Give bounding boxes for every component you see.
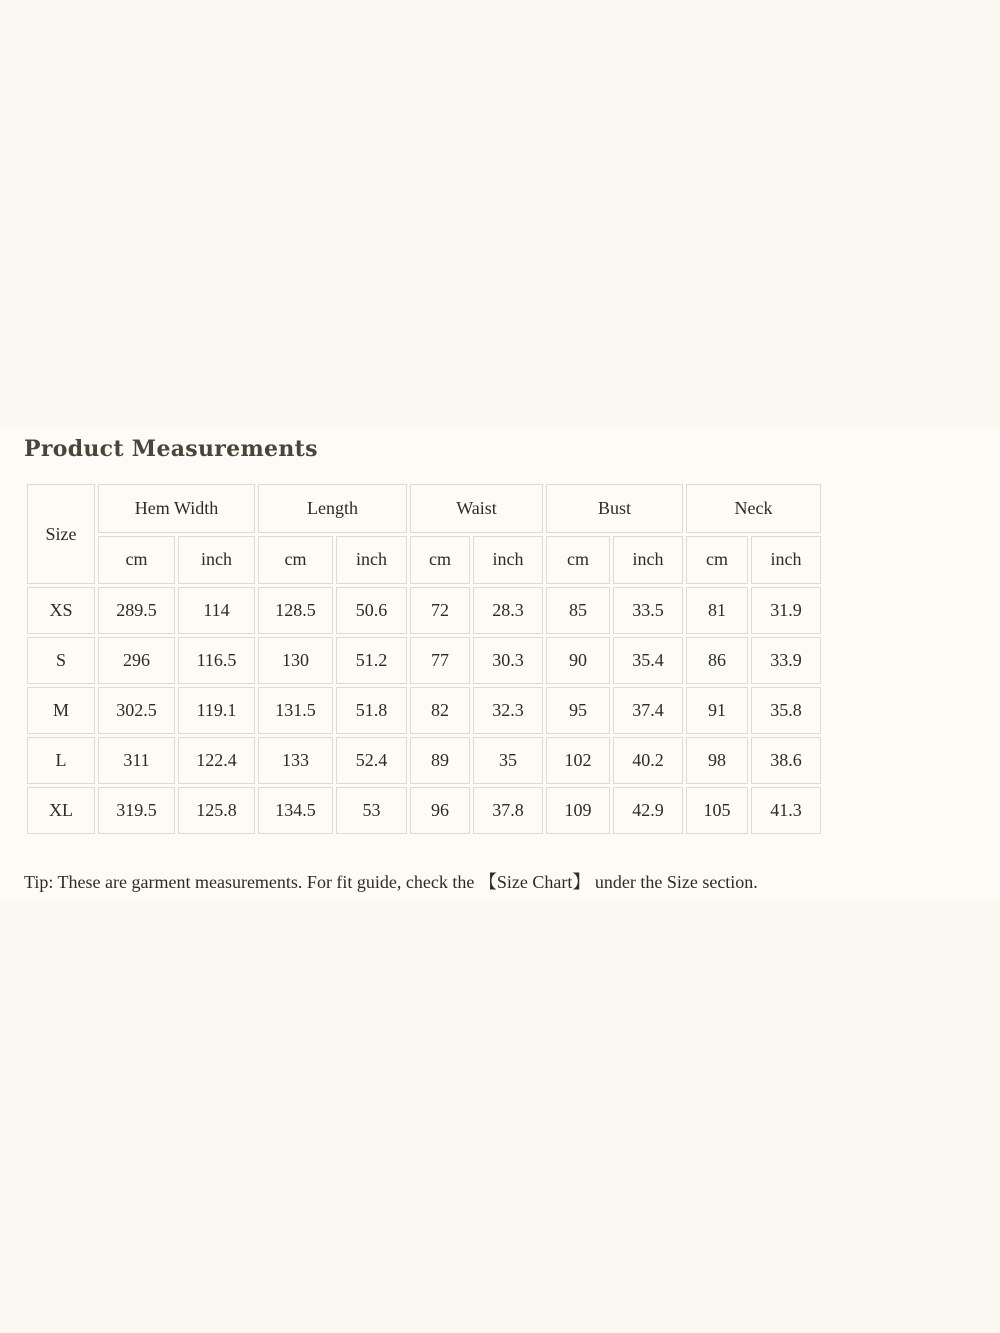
size-cell: L — [27, 737, 95, 784]
measurement-cell: 128.5 — [258, 587, 333, 634]
measurement-cell: 89 — [410, 737, 470, 784]
measurement-cell: 38.6 — [751, 737, 821, 784]
measurement-cell: 81 — [686, 587, 748, 634]
measurement-cell: 41.3 — [751, 787, 821, 834]
table-row — [27, 787, 821, 834]
table-row — [27, 637, 821, 684]
page-title: Product Measurements — [24, 436, 318, 462]
measurement-cell: 33.5 — [613, 587, 683, 634]
group-header-neck: Neck — [686, 484, 821, 533]
measurement-cell: 311 — [98, 737, 175, 784]
header-row-units — [27, 536, 821, 585]
measurement-cell: 90 — [546, 637, 610, 684]
measurement-cell: 35.4 — [613, 637, 683, 684]
group-header-hem-width: Hem Width — [98, 484, 255, 533]
measurement-cell: 130 — [258, 637, 333, 684]
measurement-cell: 28.3 — [473, 587, 543, 634]
unit-header-inch: inch — [751, 536, 821, 585]
measurement-cell: 122.4 — [178, 737, 255, 784]
measurement-cell: 85 — [546, 587, 610, 634]
measurement-cell: 42.9 — [613, 787, 683, 834]
measurement-cell: 116.5 — [178, 637, 255, 684]
measurement-cell: 102 — [546, 737, 610, 784]
measurement-cell: 134.5 — [258, 787, 333, 834]
measurement-cell: 109 — [546, 787, 610, 834]
measurement-cell: 125.8 — [178, 787, 255, 834]
unit-header-cm: cm — [410, 536, 470, 585]
measurement-cell: 289.5 — [98, 587, 175, 634]
table-row — [27, 587, 821, 634]
table-row — [27, 687, 821, 734]
unit-header-inch: inch — [473, 536, 543, 585]
measurement-cell: 37.8 — [473, 787, 543, 834]
measurement-cell: 37.4 — [613, 687, 683, 734]
unit-header-cm: cm — [98, 536, 175, 585]
measurement-cell: 35.8 — [751, 687, 821, 734]
group-header-bust: Bust — [546, 484, 683, 533]
size-header: Size — [27, 484, 95, 584]
measurement-cell: 32.3 — [473, 687, 543, 734]
measurement-cell: 72 — [410, 587, 470, 634]
size-cell: XL — [27, 787, 95, 834]
measurement-cell: 86 — [686, 637, 748, 684]
measurement-cell: 31.9 — [751, 587, 821, 634]
size-cell: XS — [27, 587, 95, 634]
unit-header-cm: cm — [686, 536, 748, 585]
measurement-cell: 319.5 — [98, 787, 175, 834]
measurement-cell: 133 — [258, 737, 333, 784]
measurement-cell: 51.8 — [336, 687, 407, 734]
measurement-cell: 77 — [410, 637, 470, 684]
unit-header-cm: cm — [258, 536, 333, 585]
measurement-cell: 30.3 — [473, 637, 543, 684]
group-header-waist: Waist — [410, 484, 543, 533]
measurement-cell: 33.9 — [751, 637, 821, 684]
measurement-cell: 98 — [686, 737, 748, 784]
measurement-cell: 52.4 — [336, 737, 407, 784]
unit-header-inch: inch — [336, 536, 407, 585]
measurement-cell: 119.1 — [178, 687, 255, 734]
unit-header-inch: inch — [178, 536, 255, 585]
measurement-cell: 96 — [410, 787, 470, 834]
measurement-cell: 296 — [98, 637, 175, 684]
measurement-cell: 40.2 — [613, 737, 683, 784]
measurement-cell: 82 — [410, 687, 470, 734]
measurement-cell: 53 — [336, 787, 407, 834]
measurement-cell: 302.5 — [98, 687, 175, 734]
measurement-cell: 91 — [686, 687, 748, 734]
tip-text: Tip: These are garment measurements. For fit guide, check the 【Size Chart】 under the Size section. — [24, 872, 758, 892]
size-cell: S — [27, 637, 95, 684]
measurement-cell: 51.2 — [336, 637, 407, 684]
table-row — [27, 737, 821, 784]
measurements-table — [24, 481, 824, 837]
unit-header-cm: cm — [546, 536, 610, 585]
unit-header-inch: inch — [613, 536, 683, 585]
size-cell: M — [27, 687, 95, 734]
measurement-cell: 114 — [178, 587, 255, 634]
header-row-groups — [27, 484, 821, 533]
measurement-cell: 50.6 — [336, 587, 407, 634]
measurement-cell: 35 — [473, 737, 543, 784]
measurement-cell: 105 — [686, 787, 748, 834]
measurement-cell: 131.5 — [258, 687, 333, 734]
measurement-cell: 95 — [546, 687, 610, 734]
group-header-length: Length — [258, 484, 407, 533]
